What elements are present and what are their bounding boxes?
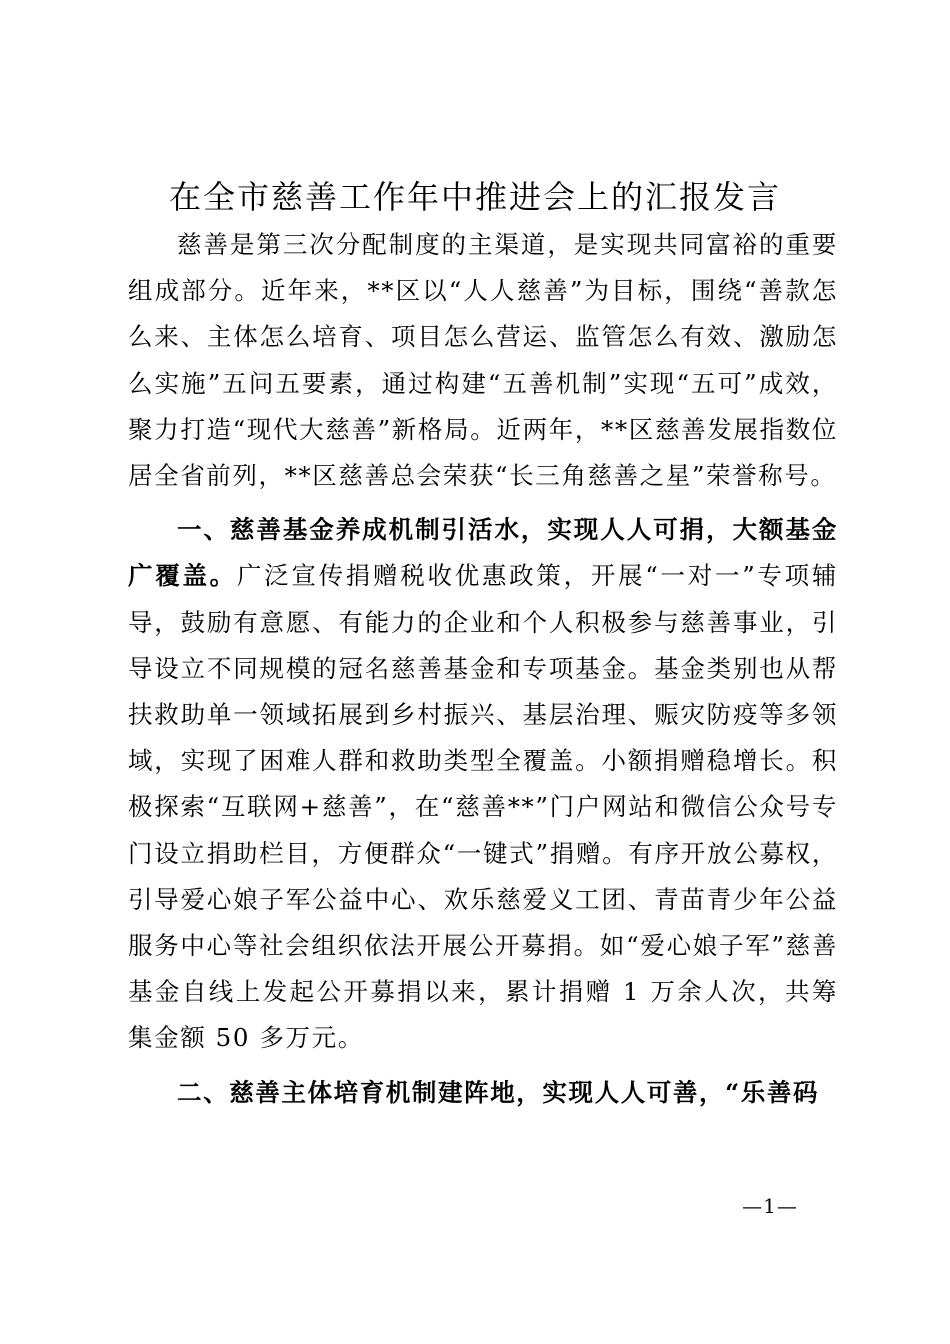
document-title: 在全市慈善工作年中推进会上的汇报发言	[168, 178, 781, 216]
intro-paragraph: 慈善是第三次分配制度的主渠道，是实现共同富裕的重要组成部分。近年来，**区以“人人慈善”为目标，围绕“善款怎么来、主体怎么培育、项目怎么营运、监管怎么有效、激励怎么实施”五问五要素，通过构建“五善机制”实现“五可”成效，聚力打造“现代大慈善”新格局。近两年，**区慈善发展指数位居全省前列，**区慈善总会荣获“长三角慈善之星”荣誉称号。	[128, 230, 838, 491]
page-number: —1—	[742, 1194, 798, 1218]
section-2-paragraph	[128, 1070, 838, 1116]
section-2-heading: 二、慈善主体培育机制建阵地，实现人人可善，“乐善码	[177, 1077, 820, 1107]
section-1-paragraph	[128, 507, 838, 1061]
section-1-body: 广泛宣传捐赠税收优惠政策，开展“一对一”专项辅导，鼓励有意愿、有能力的企业和个人积极参与慈善事业，引导设立不同规模的冠名慈善基金和专项基金。基金类别也从帮扶救助单一领域拓展到乡村振兴、基层治理、赈灾防疫等多领域，实现了困难人群和救助类型全覆盖。小额捐赠稳增长。积极探索“互联网+慈善”，在“慈善**”门户网站和微信公众号专门设立捐助栏目，方便群众“一键式”捐赠。有序开放公募权，引导爱心娘子军公益中心、欢乐慈爱义工团、青苗青少年公益服务中心等社会组织依法开展公开募捐。如“爱心娘子军”慈善基金自线上发起公开募捐以来，累计捐赠 1 万余人次，共筹集金额 50 多万元。	[128, 561, 838, 1053]
section-1-heading: 一、慈善基金养成机制引活水，实现人人可捐，大额基金广覆盖。	[128, 515, 838, 591]
document-body	[128, 222, 838, 1116]
